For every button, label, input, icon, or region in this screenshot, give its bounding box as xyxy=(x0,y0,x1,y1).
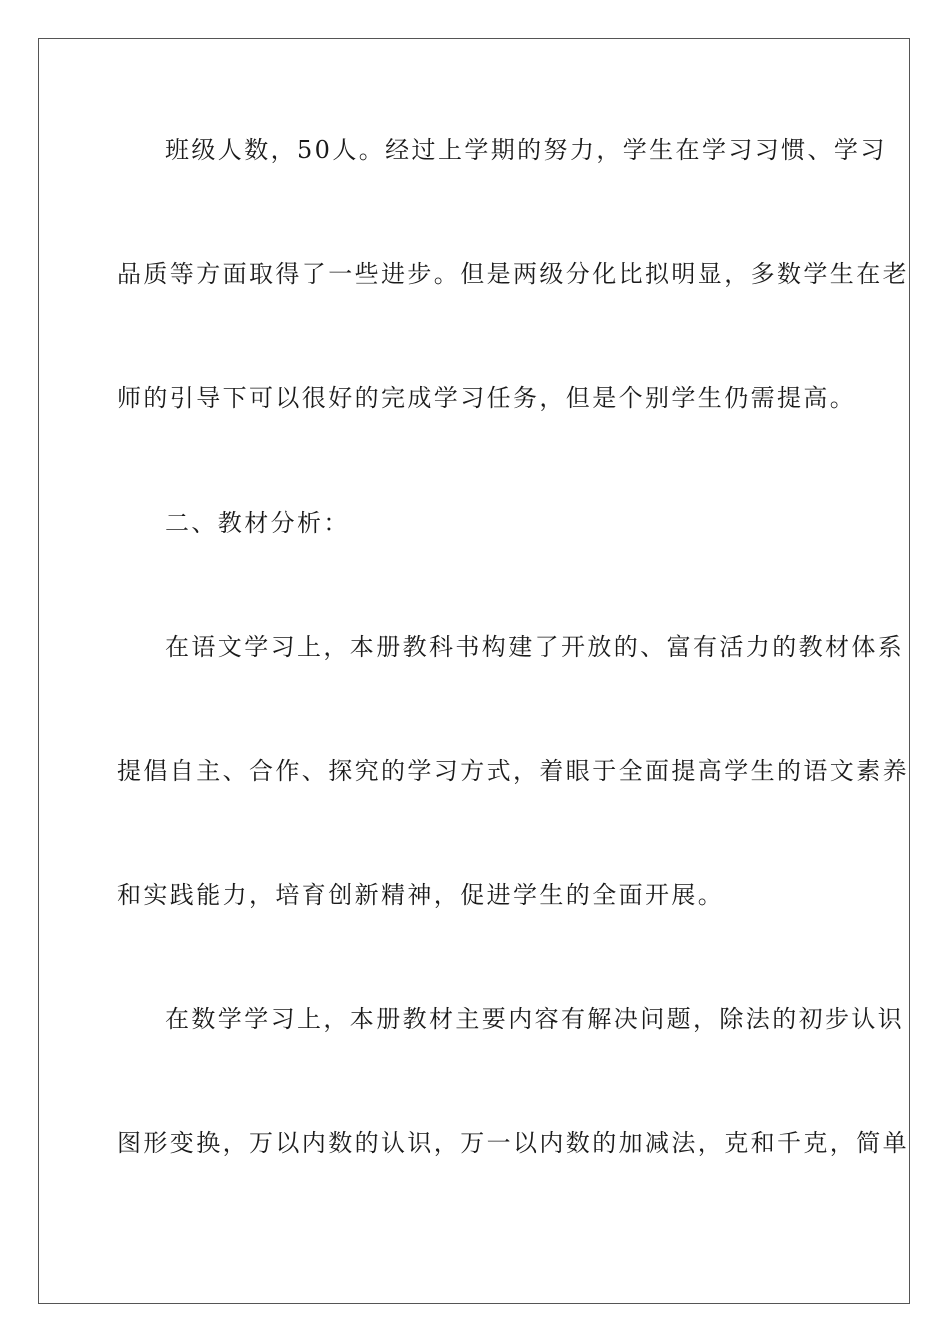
page-border xyxy=(38,38,910,1304)
paragraph-1-line-3: 师的引导下可以很好的完成学习任务，但是个别学生仍需提高。 xyxy=(117,384,857,412)
paragraph-2-line-2: 提倡自主、合作、探究的学习方式，着眼于全面提高学生的语文素养 xyxy=(117,757,909,785)
paragraph-3-line-1: 在数学学习上，本册教材主要内容有解决问题，除法的初步认识 xyxy=(165,1005,905,1033)
section-heading: 二、教材分析： xyxy=(165,509,350,537)
paragraph-3-line-2: 图形变换，万以内数的认识，万一以内数的加减法，克和千克，简单 xyxy=(117,1129,909,1157)
paragraph-2-line-1: 在语文学习上，本册教科书构建了开放的、富有活力的教材体系 xyxy=(165,633,905,661)
paragraph-2-line-3: 和实践能力，培育创新精神，促进学生的全面开展。 xyxy=(117,881,725,909)
paragraph-1-line-2: 品质等方面取得了一些进步。但是两级分化比拟明显，多数学生在老 xyxy=(117,260,909,288)
paragraph-1-line-1: 班级人数，50人。经过上学期的努力，学生在学习习惯、学习 xyxy=(165,136,887,164)
